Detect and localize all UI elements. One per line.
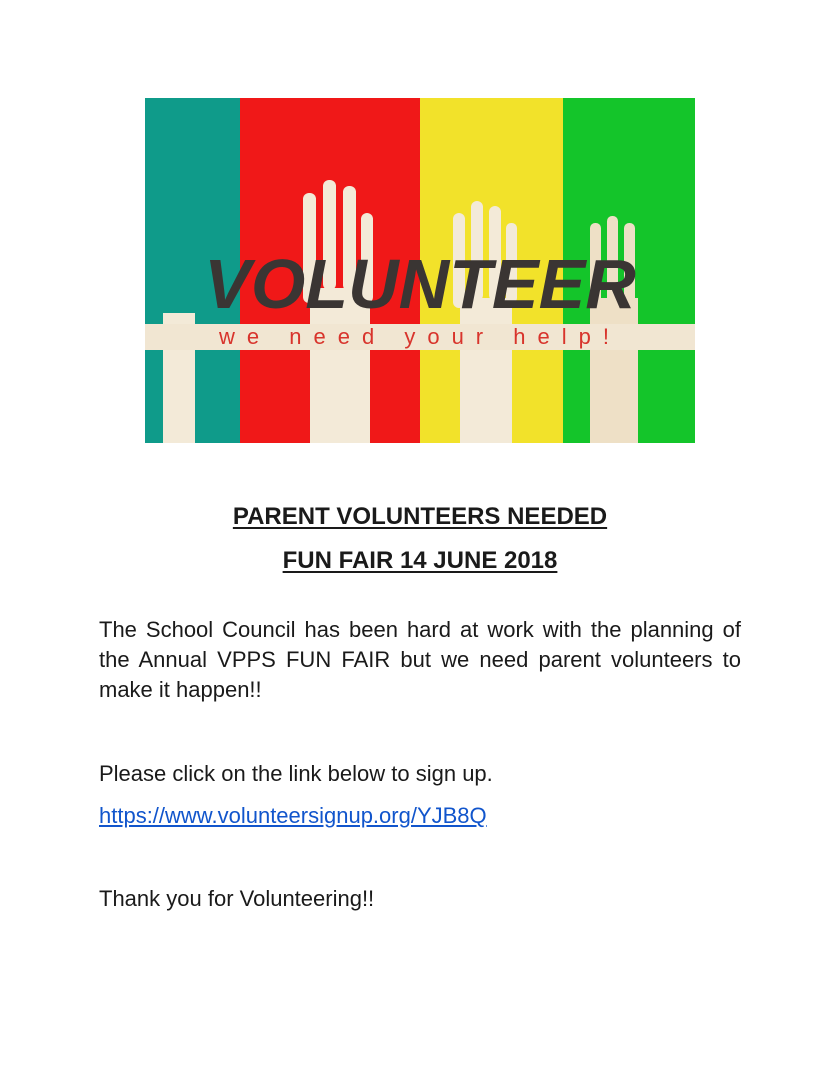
banner-title: VOLUNTEER	[204, 245, 636, 323]
volunteer-banner-image	[145, 98, 695, 443]
intro-paragraph: The School Council has been hard at work with the planning of the Annual VPPS FUN FAIR but we need parent volunteers to make it happen!!	[99, 617, 741, 702]
heading-fun-fair-date: FUN FAIR 14 JUNE 2018	[282, 547, 558, 574]
thank-you-text: Thank you for Volunteering!!	[99, 886, 375, 911]
signup-link[interactable]: https://www.volunteersignup.org/YJB8Q	[99, 803, 487, 828]
signup-instruction: Please click on the link below to sign up.	[99, 761, 493, 786]
heading-parent-volunteers: PARENT VOLUNTEERS NEEDED	[232, 503, 608, 530]
banner-subtitle: we need your help!	[219, 324, 621, 349]
